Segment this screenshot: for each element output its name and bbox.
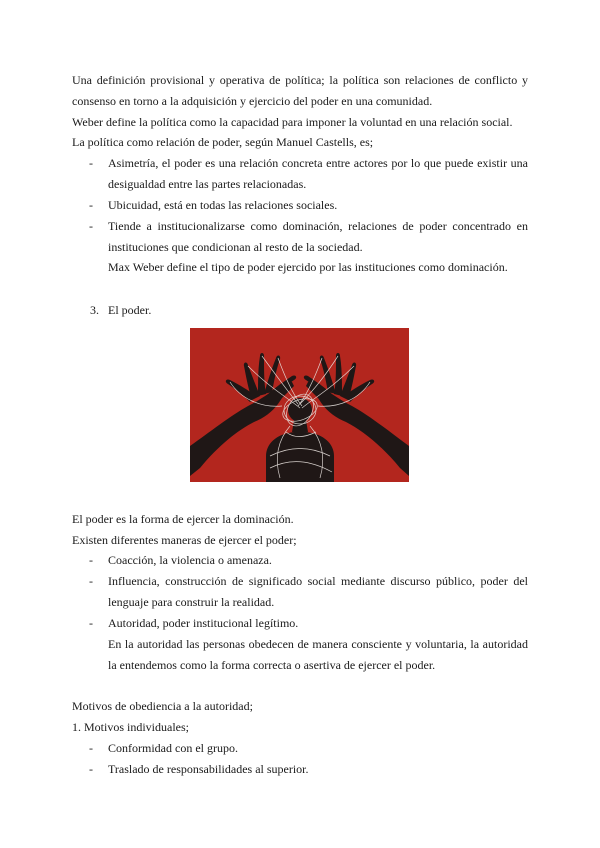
- bullet-marker: -: [89, 616, 93, 630]
- heading-number: 3.: [90, 303, 99, 317]
- puppeteer-illustration: [190, 328, 409, 482]
- bullet-marker: -: [89, 762, 93, 776]
- bullet-ubicuidad: Ubicuidad, está en todas las relaciones sociales.: [108, 198, 338, 212]
- bullet-marker: -: [89, 553, 93, 567]
- paragraph-poder: El poder es la forma de ejercer la dominación.: [72, 512, 294, 526]
- bullet-marker: -: [89, 574, 93, 588]
- bullet-asimetria-line-2: desigualdad entre las partes relacionadas.: [108, 177, 307, 191]
- bullet-influencia-line-1: Influencia, construcción de significado social mediante discurso público, poder del: [108, 574, 528, 588]
- paragraph-definicion-line-1: Una definición provisional y operativa de política; la política son relaciones de conflicto y: [72, 73, 528, 87]
- paragraph-maneras: Existen diferentes maneras de ejercer el poder;: [72, 533, 297, 547]
- bullet-autoridad-line-1: Autoridad, poder institucional legítimo.: [108, 616, 299, 630]
- bullet-marker: -: [89, 156, 93, 170]
- bullet-marker: -: [89, 198, 93, 212]
- paragraph-castells: La política como relación de poder, según Manuel Castells, es;: [72, 135, 374, 149]
- bullet-autoridad-line-2: En la autoridad las personas obedecen de manera consciente y voluntaria, la autoridad: [108, 637, 528, 651]
- bullet-institucionalizarse-line-3: Max Weber define el tipo de poder ejercido por las instituciones como dominación.: [108, 260, 508, 274]
- bullet-influencia-line-2: lenguaje para construir la realidad.: [108, 595, 275, 609]
- paragraph-motivos: Motivos de obediencia a la autoridad;: [72, 699, 253, 713]
- bullet-asimetria-line-1: Asimetría, el poder es una relación concreta entre actores por lo que puede existir una: [108, 156, 528, 170]
- puppet-torso: [266, 432, 334, 482]
- bullet-conformidad: Conformidad con el grupo.: [108, 741, 238, 755]
- bullet-marker: -: [89, 741, 93, 755]
- paragraph-definicion-line-2: consenso en torno a la adquisición y ejercicio del poder en una comunidad.: [72, 94, 433, 108]
- heading-title: El poder.: [108, 303, 152, 317]
- bullet-institucionalizarse-line-1: Tiende a institucionalizarse como dominación, relaciones de poder concentrado en: [108, 219, 528, 233]
- bullet-coaccion: Coacción, la violencia o amenaza.: [108, 553, 272, 567]
- bullet-institucionalizarse-line-2: instituciones que condicionan al resto de la sociedad.: [108, 240, 363, 254]
- paragraph-weber: Weber define la política como la capacidad para imponer la voluntad en una relación social.: [72, 115, 513, 129]
- bullet-marker: -: [89, 219, 93, 233]
- bullet-traslado: Traslado de responsabilidades al superior.: [108, 762, 309, 776]
- bullet-autoridad-line-3: la entendemos como la forma correcta o asertiva de ejercer el poder.: [108, 658, 436, 672]
- paragraph-motivos-individuales: 1. Motivos individuales;: [72, 720, 189, 734]
